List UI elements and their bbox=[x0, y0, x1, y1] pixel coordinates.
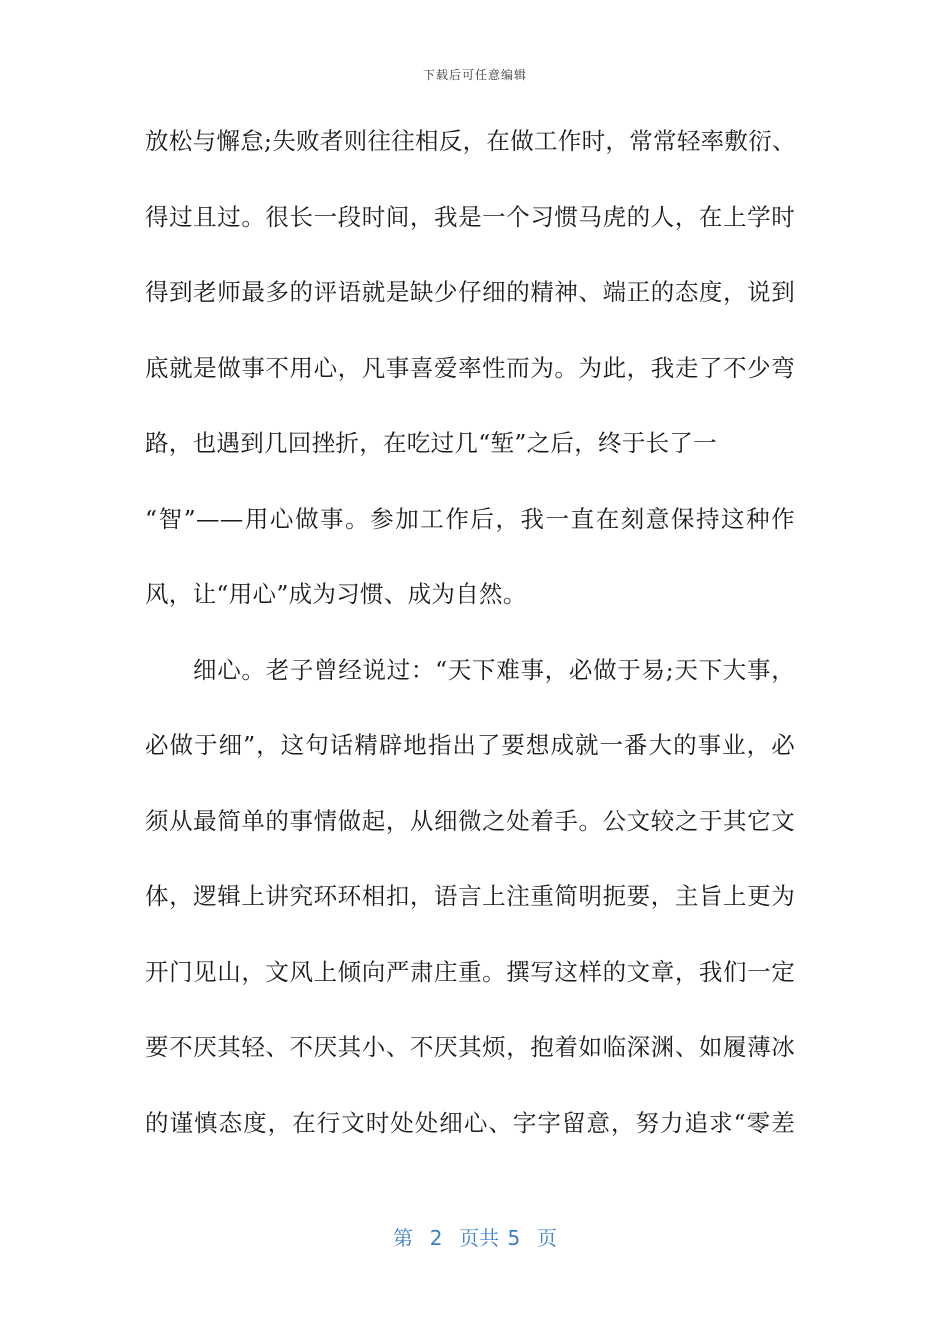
text-line: 风，让“用心”成为习惯、成为自然。 bbox=[145, 580, 527, 608]
page-number-text: 第 2 页共 5 页 bbox=[393, 1226, 557, 1250]
text-line: “智”——用心做事。参加工作后，我一直在刻意保持这种作 bbox=[145, 504, 795, 533]
text-line: 放松与懈怠;失败者则往往相反，在做工作时，常常轻率敷衍、 bbox=[145, 127, 796, 155]
text-line: 路，也遇到几回挫折，在吃过几“堑”之后，终于长了一 bbox=[145, 429, 718, 457]
text-line: 底就是做事不用心，凡事喜爱率性而为。为此，我走了不少弯 bbox=[145, 353, 795, 382]
text-line: 得到老师最多的评语就是缺少仔细的精神、端正的态度，说到 bbox=[145, 278, 795, 306]
text-line: 体，逻辑上讲究环环相扣，语言上注重简明扼要，主旨上更为 bbox=[145, 882, 795, 910]
text-line: 要不厌其轻、不厌其小、不厌其烦，抱着如临深渊、如履薄冰 bbox=[145, 1033, 795, 1061]
text-line: 的谨慎态度，在行文时处处细心、字字留意，努力追求“零差 bbox=[145, 1108, 795, 1137]
text-line: 须从最简单的事情做起，从细微之处着手。公文较之于其它文 bbox=[145, 806, 795, 835]
paragraph-first-line: 细心。老子曾经说过：“天下难事，必做于易;天下大事， bbox=[193, 655, 795, 684]
page-header-note: 下载后可任意编辑 bbox=[422, 68, 527, 82]
document-body bbox=[145, 116, 795, 1173]
text-line: 必做于细”，这句话精辟地指出了要想成就一番大的事业，必 bbox=[145, 731, 795, 759]
text-line: 开门见山，文风上倾向严肃庄重。撰写这样的文章，我们一定 bbox=[145, 957, 795, 986]
text-line: 得过且过。很长一段时间，我是一个习惯马虎的人，在上学时 bbox=[145, 202, 795, 231]
page-number-footer bbox=[0, 1222, 950, 1251]
